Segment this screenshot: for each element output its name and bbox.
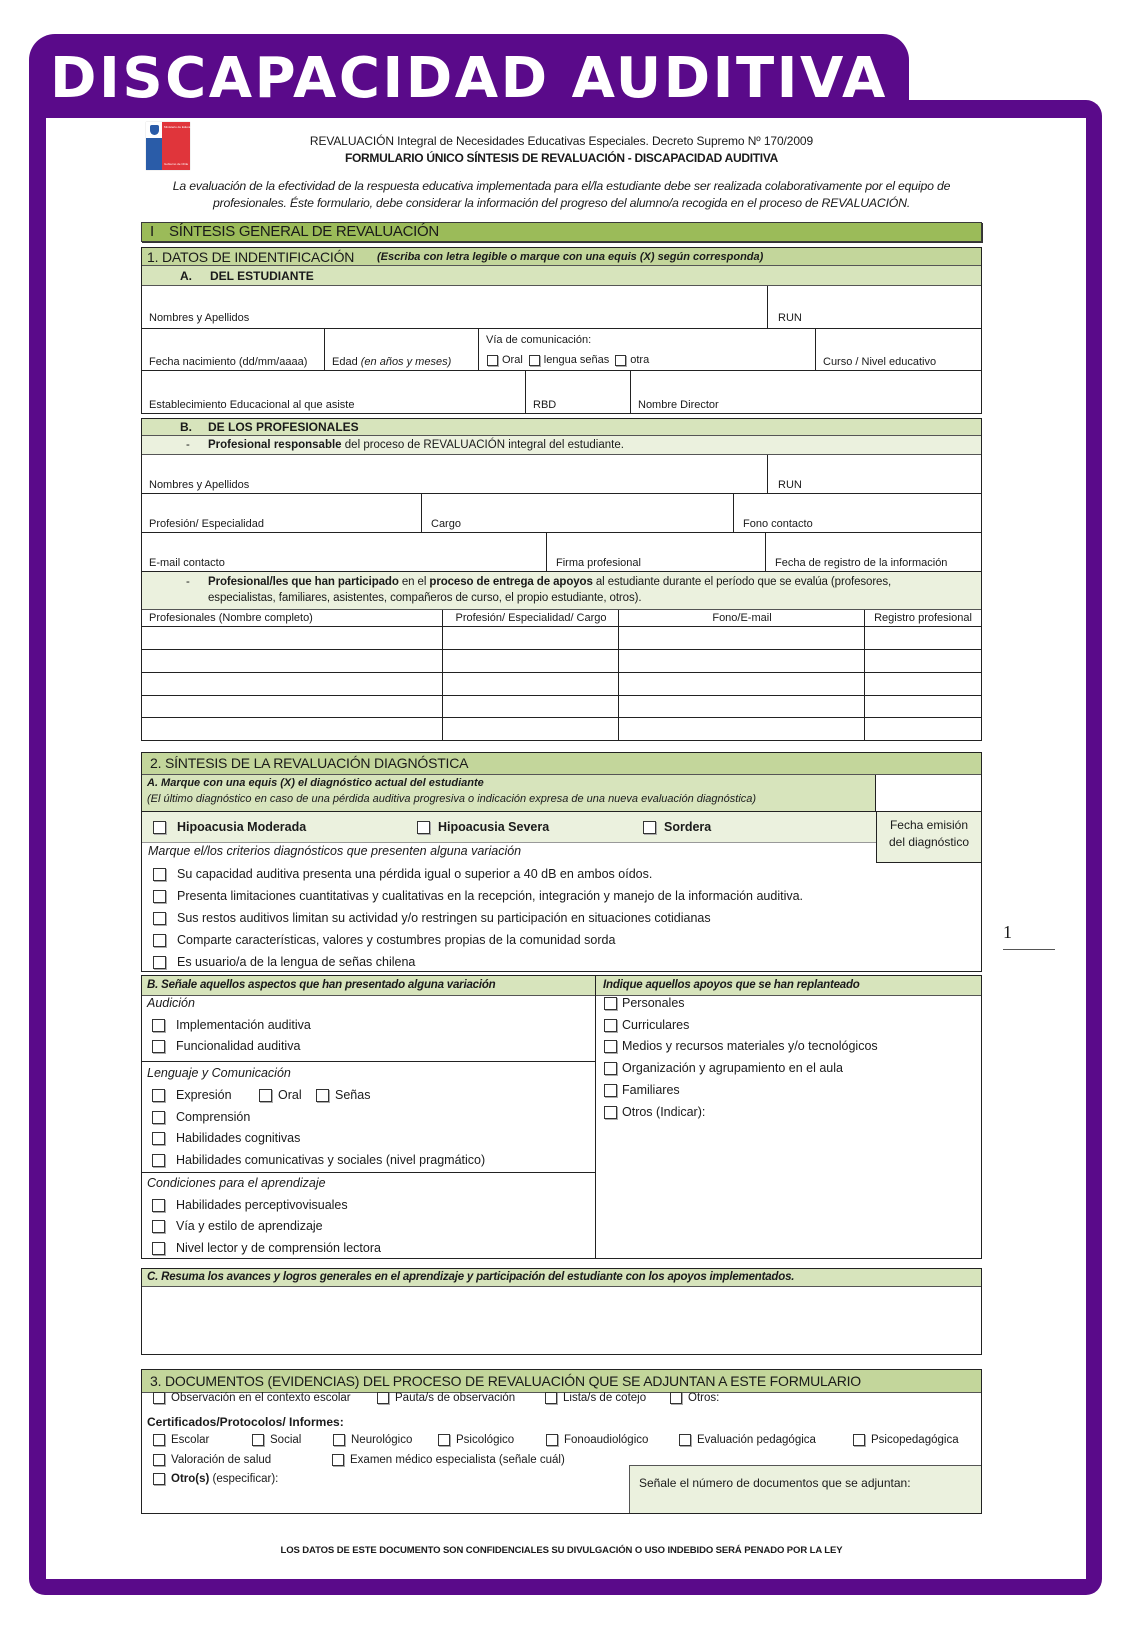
column-header-profession: Profesión/ Especialidad/ Cargo [455,612,607,624]
field-label: Fono contacto [743,518,813,530]
director-field[interactable] [631,371,981,413]
certificate-item[interactable] [333,1432,412,1448]
evidence-label: Pauta/s de observación [395,1392,516,1404]
checkbox[interactable] [333,1434,345,1446]
diagnostic-title: 2. SÍNTESIS DE LA REVALUACIÓN DIAGNÓSTICA [150,755,469,771]
aspects-supports-section [141,975,982,1259]
checkbox[interactable] [438,1434,450,1446]
date-label-line-1: Fecha emisión [889,818,969,832]
participant-row[interactable] [142,718,981,740]
evidence-label: Observación en el contexto escolar [171,1392,351,1404]
summary-section [141,1268,982,1355]
support-item[interactable] [604,1038,878,1054]
banner-title: DISCAPACIDAD AUDITIVA [50,46,888,111]
identification-instruction: (Escriba con letra legible o marque con una equis (X) según corresponda) [377,251,764,263]
checkbox[interactable] [153,890,166,903]
option-severe-hearing-loss[interactable] [417,819,549,835]
option-label: otra [630,354,650,366]
checkbox[interactable] [153,934,166,947]
criterion-item[interactable] [153,888,803,904]
form-title: FORMULARIO ÚNICO SÍNTESIS DE REVALUACIÓN - DISCAPACIDAD AUDITIVA [344,151,779,165]
evidence-item[interactable] [670,1390,719,1406]
option-label: Hipoacusia Moderada [177,820,307,834]
professionals-title: DE LOS PROFESIONALES [208,420,359,434]
communication-label: Vía de comunicación: [486,334,592,346]
column-header-name: Profesionales (Nombre completo) [149,612,313,624]
intro-line-1: La evaluación de la efectividad de la respuesta educativa implementada para el/la estudiante debe ser realizada colaborativamente por el equipo de [172,179,951,193]
diagnosis-date-label-box [876,811,982,863]
professionals-section [141,418,982,741]
checkbox[interactable] [643,821,656,834]
certificate-item[interactable] [853,1432,959,1448]
support-item[interactable] [604,1082,680,1098]
checkbox[interactable] [259,1089,272,1102]
checkbox[interactable] [604,1040,617,1053]
option-moderate-hearing-loss[interactable] [153,819,306,835]
aspects-header [142,976,981,996]
identification-header [142,248,981,266]
communication-options [487,352,649,368]
checkbox[interactable] [152,1019,165,1032]
checkbox[interactable] [316,1089,329,1102]
participants-line-1 [208,575,891,589]
documents-section [141,1369,982,1514]
certificate-label: Psicopedagógica [871,1434,959,1446]
certificate-label: Escolar [171,1434,210,1446]
part-a-title: A. Marque con una equis (X) el diagnóstico actual del estudiante [147,777,484,789]
group-divider [142,1061,596,1062]
certificate-item[interactable] [153,1432,209,1448]
student-birthdate-field[interactable] [142,329,325,371]
checkbox-oral[interactable] [487,355,498,366]
participants-subheader [142,572,981,610]
checkbox[interactable] [152,1242,165,1255]
group-label-learning: Condiciones para el aprendizaje [147,1176,326,1190]
documents-title: 3. DOCUMENTOS (EVIDENCIAS) DEL PROCESO DE REVALUACIÓN QUE SE ADJUNTAN A ESTE FORMULARIO [150,1373,861,1389]
checkbox[interactable] [545,1392,557,1404]
certificate-item[interactable] [679,1432,816,1448]
aspect-label: Comprensión [176,1110,251,1124]
certificate-item[interactable] [438,1432,514,1448]
section-general-header [141,222,982,242]
certificate-label: Neurológico [351,1434,413,1446]
field-label: Fecha de registro de la información [775,557,948,569]
student-age-field[interactable] [325,329,479,371]
summary-textarea[interactable] [142,1287,981,1354]
certificate-label: Social [270,1434,302,1446]
checkbox[interactable] [153,912,166,925]
checkbox[interactable] [853,1434,865,1446]
certificate-item[interactable] [332,1452,565,1468]
checkbox[interactable] [152,1220,165,1233]
diagnostic-header [142,753,981,775]
aspect-label: Vía y estilo de aprendizaje [176,1219,323,1233]
criterion-label: Comparte características, valores y costumbres propias de la comunidad sorda [177,933,616,947]
criterion-label: Es usuario/a de la lengua de señas chilena [177,955,416,969]
professionals-letter: B. [180,420,192,434]
aspect-item[interactable] [152,1087,232,1103]
part-a-header [142,775,876,812]
criterion-item[interactable] [153,910,711,926]
checkbox[interactable] [604,1106,617,1119]
checkbox[interactable] [152,1132,165,1145]
rbd-field[interactable] [526,371,631,413]
checkbox[interactable] [153,956,166,969]
diagnosis-options-row [142,812,876,843]
field-label: Profesión/ Especialidad [149,518,264,530]
communication-field [479,329,816,371]
part-b-title: B. Señale aquellos aspectos que han presentado alguna variación [147,979,496,991]
group-label-language: Lenguaje y Comunicación [147,1066,291,1080]
evidence-item[interactable] [545,1390,646,1406]
participants-rest: al estudiante durante el período que se evalúa (profesores, [592,576,892,588]
dash: - [186,576,190,588]
record-date-field[interactable] [766,533,981,572]
confidentiality-notice: LOS DATOS DE ESTE DOCUMENTO SON CONFIDENCIALES SU DIVULGACIÓN O USO INDEBIDO SERÁ PENADO POR LA LEY [280,1545,843,1556]
field-label: Establecimiento Educacional al que asiste [149,399,355,411]
expression-oral-option[interactable] [259,1087,302,1103]
aspect-label: Nivel lector y de comprensión lectora [176,1241,381,1255]
supports-title: Indique aquellos apoyos que se han replanteado [603,979,860,991]
email-field[interactable] [142,533,547,572]
checkbox[interactable] [152,1154,165,1167]
checkbox[interactable] [153,1473,165,1485]
checkbox[interactable] [604,1062,617,1075]
criterion-item[interactable] [153,932,615,948]
certificate-label: Psicológico [456,1434,515,1446]
criterion-label: Presenta limitaciones cuantitativas y cualitativas en la recepción, integración y manejo de la información auditiva. [177,889,804,903]
column-divider [595,976,596,1258]
evidence-label: Otros: [688,1392,720,1404]
age-label: Edad [332,356,361,368]
participants-line-2: especialistas, familiares, asistentes, compañeros de curso, el propio estudiante, otros). [208,592,642,604]
identification-title: 1. DATOS DE INDENTIFICACIÓN [147,249,355,265]
evidence-label: Lista/s de cotejo [563,1392,647,1404]
student-names-field[interactable] [142,286,768,329]
logo-government-text: Gobierno de Chile [164,162,189,166]
checkbox-sign-language[interactable] [529,355,540,366]
aspect-item[interactable] [152,1130,300,1146]
support-label: Organización y agrupamiento en el aula [622,1061,843,1075]
participant-row[interactable] [142,673,981,696]
checkbox-other[interactable] [615,355,626,366]
option-label: Oral [278,1088,302,1102]
certificate-label: Evaluación pedagógica [697,1434,816,1446]
criterion-item[interactable] [153,954,415,970]
certificate-item[interactable] [252,1432,301,1448]
diagnosis-date-value[interactable] [876,775,981,812]
field-label: Nombres y Apellidos [149,312,250,324]
page-number-underline [1003,949,1055,950]
checkbox[interactable] [152,1111,165,1124]
field-label: RUN [778,479,802,491]
aspect-label: Expresión [176,1088,232,1102]
other-bold: Otro(s) [171,1473,210,1485]
option-label: Sordera [664,820,712,834]
certificates-label: Certificados/Protocolos/ Informes: [147,1415,344,1429]
professionals-subheader [142,419,981,436]
diagnostic-section [141,752,982,972]
certificate-label: Examen médico especialista (señale cuál) [350,1454,565,1466]
certificate-item[interactable] [153,1452,271,1468]
form-subtitle: REVALUACIÓN Integral de Necesidades Educativas Especiales. Decreto Supremo Nº 170/2009 [309,134,814,148]
responsible-rest: del proceso de REVALUACIÓN integral del estudiante. [341,439,624,451]
document-count-label: Señale el número de documentos que se adjuntan: [639,1476,911,1490]
certificate-label: Fonoaudiológico [564,1434,649,1446]
professional-names-field[interactable] [142,455,768,494]
position-field[interactable] [422,494,734,533]
evidence-item[interactable] [153,1390,351,1406]
checkbox[interactable] [252,1434,264,1446]
checkbox[interactable] [153,1454,165,1466]
profession-field[interactable] [142,494,422,533]
option-label: lengua señas [543,354,610,366]
responsible-text [208,438,624,452]
student-subheader [142,266,981,286]
aspect-item[interactable] [152,1152,485,1168]
checkbox[interactable] [153,821,166,834]
other-rest: (especificar): [209,1473,279,1485]
aspect-item[interactable] [152,1017,311,1033]
certificate-item[interactable] [546,1432,648,1448]
support-item[interactable] [604,1060,843,1076]
checkbox[interactable] [604,1084,617,1097]
field-label: E-mail contacto [149,557,225,569]
other-label [171,1473,278,1485]
column-header-contact: Fono/E-mail [712,612,772,624]
checkbox[interactable] [332,1454,344,1466]
checkbox[interactable] [417,821,430,834]
field-label: Nombre Director [638,399,719,411]
aspect-label: Habilidades comunicativas y sociales (nivel pragmático) [176,1153,486,1167]
checkbox[interactable] [604,1019,617,1032]
checkbox[interactable] [546,1434,558,1446]
participant-row[interactable] [142,650,981,673]
aspect-item[interactable] [152,1197,348,1213]
section-title: SÍNTESIS GENERAL DE REVALUACIÓN [169,223,439,240]
dash: - [186,439,190,451]
expression-signs-option[interactable] [316,1087,370,1103]
support-label: Medios y recursos materiales y/o tecnológicos [622,1039,878,1053]
checkbox[interactable] [152,1040,165,1053]
checkbox[interactable] [679,1434,691,1446]
intro-line-2: profesionales. Éste formulario, debe considerar la información del progreso del alumno/a recogida en el proceso de REVALUACIÓN. [212,196,911,210]
field-label: Nombres y Apellidos [149,479,250,491]
other-documents-item[interactable] [153,1471,278,1487]
support-item[interactable] [604,1104,705,1120]
participants-table-header [142,610,981,627]
document-count-field[interactable] [629,1465,981,1513]
phone-field[interactable] [734,494,981,533]
part-a-note: (El último diagnóstico en caso de una pérdida auditiva progresiva o indicación expresa de una nueva evaluación diagnóstica) [147,793,757,805]
participants-bold-1: Profesional/les que han participado [208,576,399,588]
column-header-registry: Registro profesional [874,612,972,624]
checkbox[interactable] [377,1392,389,1404]
criterion-label: Su capacidad auditiva presenta una pérdida igual o superior a 40 dB en ambos oídos. [177,867,653,881]
support-label: Curriculares [622,1018,690,1032]
student-run-field[interactable] [768,286,981,329]
identification-section [141,247,982,414]
school-field[interactable] [142,371,526,413]
aspect-item[interactable] [152,1218,323,1234]
field-label: RUN [778,312,802,324]
group-label-hearing: Audición [147,996,195,1010]
part-c-title: C. Resuma los avances y logros generales en el aprendizaje y participación del estudiante con los apoyos implementados. [147,1271,795,1283]
signature-field[interactable] [547,533,766,572]
option-deafness[interactable] [643,819,711,835]
support-item[interactable] [604,995,685,1011]
checkbox[interactable] [152,1089,165,1102]
aspect-item[interactable] [152,1240,381,1256]
section-number: I [150,223,155,240]
checkbox[interactable] [152,1199,165,1212]
field-label: Fecha nacimiento (dd/mm/aaaa) [149,356,308,368]
evidence-item[interactable] [377,1390,515,1406]
support-label: Personales [622,996,685,1010]
summary-header [142,1269,981,1287]
checkbox[interactable] [153,1434,165,1446]
criteria-prompt: Marque el/los criterios diagnósticos que presenten alguna variación [148,844,522,858]
participant-row[interactable] [142,627,981,650]
student-grade-field[interactable] [816,329,981,371]
option-label: Oral [502,354,523,366]
checkbox[interactable] [153,868,166,881]
support-label: Familiares [622,1083,680,1097]
certificate-label: Valoración de salud [171,1454,272,1466]
field-label [332,356,451,368]
field-label: Cargo [431,518,461,530]
support-item[interactable] [604,1017,689,1033]
aspect-item[interactable] [152,1038,300,1054]
checkbox[interactable] [670,1392,682,1404]
aspect-item[interactable] [152,1109,250,1125]
field-label: Curso / Nivel educativo [823,356,937,368]
page-number: 1 [1003,922,1012,942]
age-hint: (en años y meses) [360,356,452,368]
participants-mid: en el [398,576,430,588]
support-label: Otros (Indicar): [622,1105,706,1119]
responsible-subheader [142,436,981,455]
date-label-line-2: del diagnóstico [888,835,970,849]
aspect-label: Funcionalidad auditiva [176,1039,301,1053]
group-divider [142,1172,596,1173]
aspect-label: Habilidades cognitivas [176,1131,301,1145]
aspect-label: Habilidades perceptivovisuales [176,1198,348,1212]
professional-run-field[interactable] [768,455,981,494]
participant-row[interactable] [142,696,981,718]
option-label: Hipoacusia Severa [438,820,550,834]
criterion-label: Sus restos auditivos limitan su actividad y/o restringen su participación en situaciones cotidianas [177,911,711,925]
student-title: DEL ESTUDIANTE [210,269,314,283]
responsible-bold: Profesional responsable [208,439,342,451]
option-label: Señas [335,1088,371,1102]
participants-bold-2: proceso de entrega de apoyos [429,576,593,588]
logo-ministry-text: Ministerio de Educación [164,125,196,129]
field-label: Firma profesional [556,557,641,569]
student-letter: A. [180,269,192,283]
checkbox[interactable] [604,997,617,1010]
aspect-label: Implementación auditiva [176,1018,311,1032]
checkbox[interactable] [153,1392,165,1404]
field-label: RBD [533,399,557,411]
criterion-item[interactable] [153,866,652,882]
